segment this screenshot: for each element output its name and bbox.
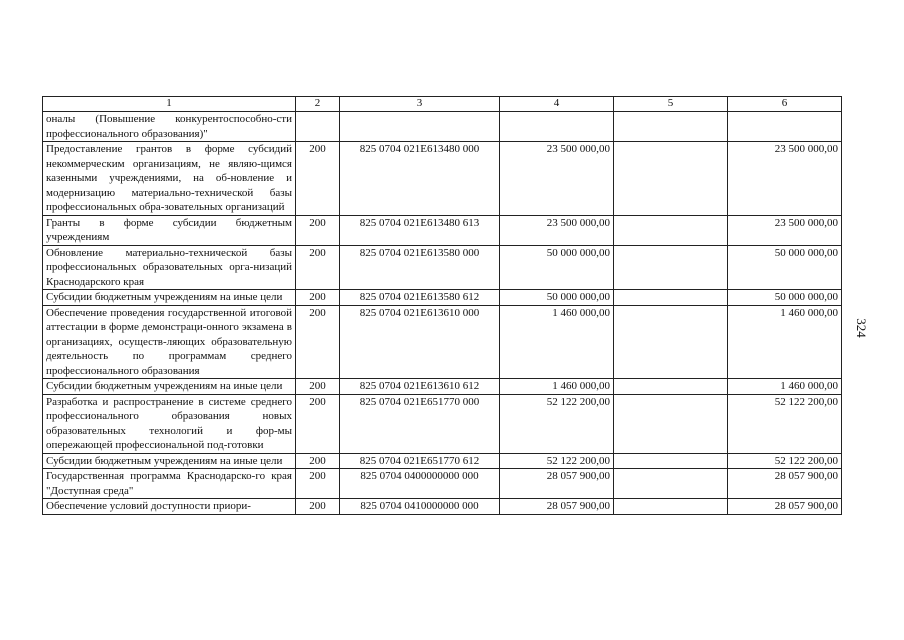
col-header-2: 2 <box>296 97 340 112</box>
row-vr <box>296 112 340 142</box>
table-row <box>43 215 842 245</box>
table-row <box>43 305 842 379</box>
row-sum-5 <box>614 379 728 395</box>
row-vr: 200 <box>296 453 340 469</box>
row-vr: 200 <box>296 305 340 379</box>
col-header-3: 3 <box>340 97 500 112</box>
row-name: Обеспечение условий доступности приори- <box>43 499 296 515</box>
row-code: 825 0704 021E613610 612 <box>340 379 500 395</box>
row-sum-6: 28 057 900,00 <box>728 499 842 515</box>
table-row <box>43 379 842 395</box>
row-vr: 200 <box>296 142 340 216</box>
row-sum-6: 52 122 200,00 <box>728 453 842 469</box>
table-row <box>43 453 842 469</box>
row-sum-6: 1 460 000,00 <box>728 379 842 395</box>
row-sum-5 <box>614 394 728 453</box>
row-code <box>340 112 500 142</box>
row-sum-6: 50 000 000,00 <box>728 290 842 306</box>
row-sum-6: 28 057 900,00 <box>728 469 842 499</box>
col-header-6: 6 <box>728 97 842 112</box>
row-name: Субсидии бюджетным учреждениям на иные цели <box>43 453 296 469</box>
row-sum-4: 1 460 000,00 <box>500 305 614 379</box>
row-name: Субсидии бюджетным учреждениям на иные цели <box>43 379 296 395</box>
row-sum-5 <box>614 245 728 290</box>
row-name: Разработка и распространение в системе среднего профессионального образования новых образовательных технологий и фор-мы опережающей профессиональной под-готовки <box>43 394 296 453</box>
row-code: 825 0704 0400000000 000 <box>340 469 500 499</box>
table-row <box>43 469 842 499</box>
row-vr: 200 <box>296 469 340 499</box>
row-vr: 200 <box>296 394 340 453</box>
row-name: оналы (Повышение конкурентоспособно-сти профессионального образования)" <box>43 112 296 142</box>
row-sum-4: 28 057 900,00 <box>500 469 614 499</box>
page-number: 324 <box>854 318 869 338</box>
row-sum-5 <box>614 215 728 245</box>
row-sum-4: 23 500 000,00 <box>500 215 614 245</box>
row-sum-5 <box>614 453 728 469</box>
table-row <box>43 112 842 142</box>
row-code: 825 0704 021E613580 000 <box>340 245 500 290</box>
col-header-1: 1 <box>43 97 296 112</box>
row-sum-5 <box>614 290 728 306</box>
row-sum-6 <box>728 112 842 142</box>
header-row <box>43 97 842 112</box>
row-name: Государственная программа Краснодарско-го края "Доступная среда" <box>43 469 296 499</box>
col-header-5: 5 <box>614 97 728 112</box>
row-sum-4: 50 000 000,00 <box>500 245 614 290</box>
table-row <box>43 142 842 216</box>
row-vr: 200 <box>296 379 340 395</box>
row-sum-6: 23 500 000,00 <box>728 142 842 216</box>
row-name: Обеспечение проведения государственной итоговой аттестации в форме демонстраци-онного экзамена в организациях, осуществ-ляющих образовательную деятельность по программам среднего профессионального образования <box>43 305 296 379</box>
row-name: Гранты в форме субсидии бюджетным учреждениям <box>43 215 296 245</box>
row-sum-6: 23 500 000,00 <box>728 215 842 245</box>
row-code: 825 0704 021E613480 613 <box>340 215 500 245</box>
row-code: 825 0704 021E613480 000 <box>340 142 500 216</box>
row-sum-6: 52 122 200,00 <box>728 394 842 453</box>
table-row <box>43 245 842 290</box>
row-sum-6: 1 460 000,00 <box>728 305 842 379</box>
row-name: Обновление материально-технической базы профессиональных образовательных орга-низаций Краснодарского края <box>43 245 296 290</box>
row-code: 825 0704 021E651770 000 <box>340 394 500 453</box>
row-sum-4: 52 122 200,00 <box>500 394 614 453</box>
row-vr: 200 <box>296 245 340 290</box>
row-code: 825 0704 0410000000 000 <box>340 499 500 515</box>
row-sum-4: 52 122 200,00 <box>500 453 614 469</box>
row-sum-4: 23 500 000,00 <box>500 142 614 216</box>
row-code: 825 0704 021E613610 000 <box>340 305 500 379</box>
budget-table <box>42 96 842 515</box>
row-vr: 200 <box>296 215 340 245</box>
col-header-4: 4 <box>500 97 614 112</box>
row-sum-4: 28 057 900,00 <box>500 499 614 515</box>
row-sum-5 <box>614 499 728 515</box>
row-sum-5 <box>614 305 728 379</box>
row-sum-5 <box>614 112 728 142</box>
row-sum-5 <box>614 469 728 499</box>
row-code: 825 0704 021E613580 612 <box>340 290 500 306</box>
row-sum-4 <box>500 112 614 142</box>
row-name: Субсидии бюджетным учреждениям на иные цели <box>43 290 296 306</box>
row-sum-4: 1 460 000,00 <box>500 379 614 395</box>
row-sum-5 <box>614 142 728 216</box>
row-name: Предоставление грантов в форме субсидий некоммерческим организациям, не являю-щимся казенными учреждениями, на об-новление и модернизацию материально-технической базы профессиональных обра-зовательных организаций <box>43 142 296 216</box>
row-vr: 200 <box>296 290 340 306</box>
table-row <box>43 290 842 306</box>
table-row <box>43 394 842 453</box>
row-sum-4: 50 000 000,00 <box>500 290 614 306</box>
row-sum-6: 50 000 000,00 <box>728 245 842 290</box>
table-row <box>43 499 842 515</box>
row-vr: 200 <box>296 499 340 515</box>
row-code: 825 0704 021E651770 612 <box>340 453 500 469</box>
